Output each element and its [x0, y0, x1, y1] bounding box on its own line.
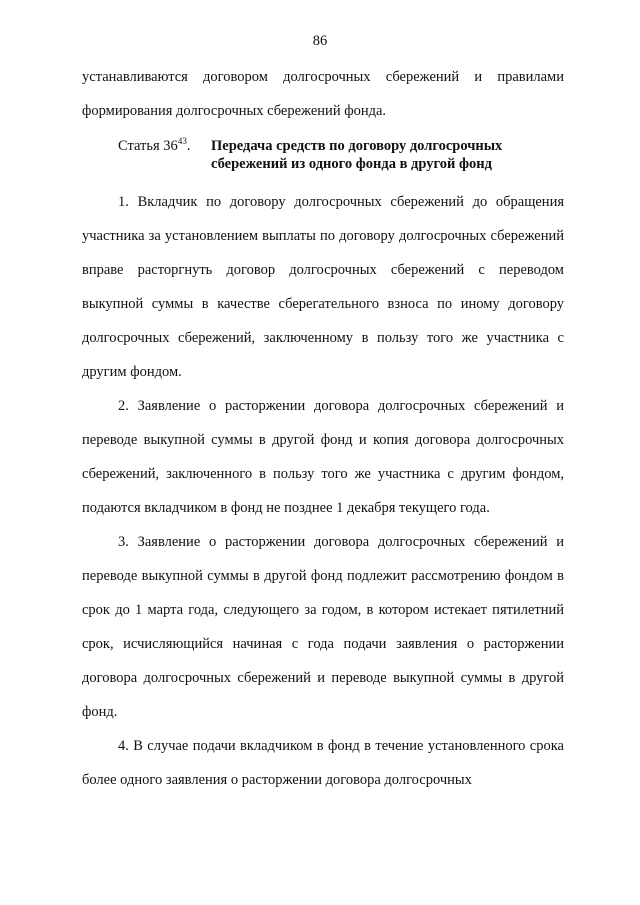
- article-title: [211, 137, 571, 173]
- paragraph-2: 2. Заявление о расторжении договора долгосрочных сбережений и переводе выкупной суммы в другой фонд и копия договора долгосрочных сбережений, заключенного в пользу того же участника с другим фондом, подаются вкладчиком в фонд не позднее 1 декабря текущего года.: [82, 398, 564, 516]
- page-number: 86: [312, 33, 328, 49]
- paragraph-4: 4. В случае подачи вкладчиком в фонд в течение установленного срока более одного заявления о расторжении договора долгосрочных: [82, 738, 564, 788]
- article-label-suffix: .: [186, 138, 191, 154]
- article-label-text: Статья 36: [118, 138, 178, 154]
- paragraph-1: 1. Вкладчик по договору долгосрочных сбережений до обращения участника за установлением выплаты по договору долгосрочных сбережений вправе расторгнуть договор долгосрочных сбережений с переводом выкупной суммы в качестве сберегательного взноса по иному договору долгосрочных сбережений, заключенному в пользу того же участника с другим фондом.: [82, 194, 564, 380]
- article-title-line-2: сбережений из одного фонда в другой фонд: [211, 156, 492, 172]
- paragraph-3: 3. Заявление о расторжении договора долгосрочных сбережений и переводе выкупной суммы в другой фонд подлежит рассмотрению фондом в срок до 1 марта года, следующего за годом, в котором истекает пятилетний срок, исчисляющийся начиная с года подачи заявления о расторжении договора долгосрочных сбережений и переводе выкупной суммы в другой фонд.: [82, 534, 564, 720]
- intro-paragraph: устанавливаются договором долгосрочных сбережений и правилами формирования долгосрочных сбережений фонда.: [82, 69, 564, 119]
- article-label: [118, 137, 190, 155]
- article-label-superscript: 43: [177, 136, 187, 146]
- article-title-line-1: Передача средств по договору долгосрочных: [211, 138, 503, 154]
- intro-block: [82, 60, 564, 128]
- article-body: [82, 185, 564, 797]
